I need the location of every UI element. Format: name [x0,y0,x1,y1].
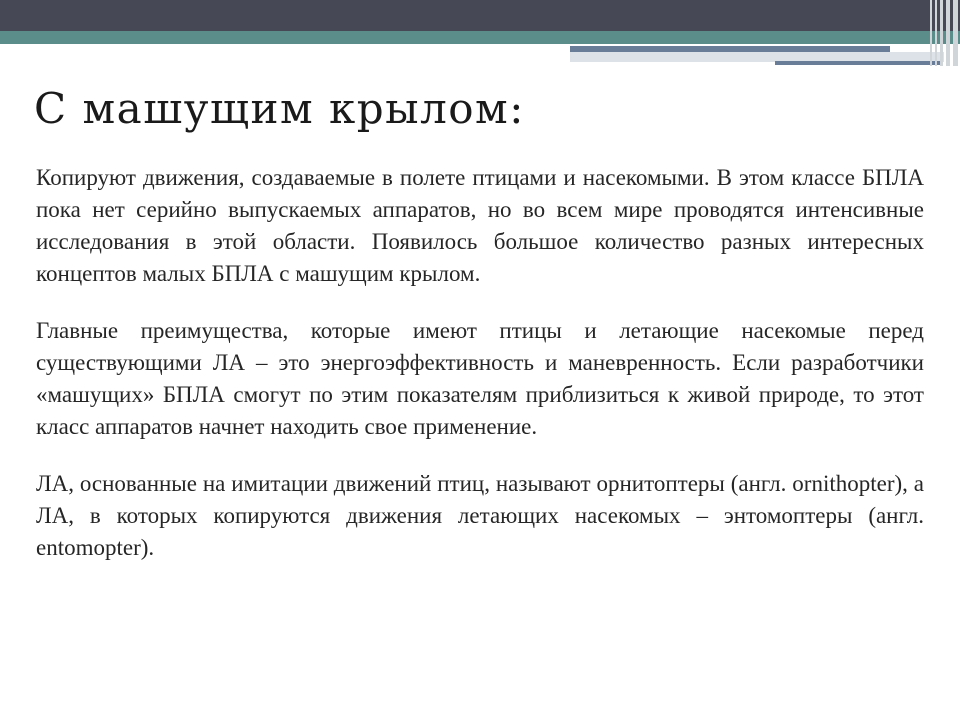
slide-title: С машущим крылом: [34,84,525,133]
body-paragraph-1: Копируют движения, создаваемые в полете птицами и насекомыми. В этом классе БПЛА пока нет серийно выпускаемых аппаратов, но во всем мире проводятся интенсивные исследования в этой области. Появилось большое количество разных интересных концептов малых БПЛА с машущим крылом. [36,165,924,286]
header-dark-bar [0,0,960,31]
body-paragraph-2: Главные преимущества, которые имеют птицы и летающие насекомые перед существующими ЛА – это энергоэффективность и маневренность. Если разработчики «машущих» БПЛА смогут по этим показателям приблизиться к живой природе, то этот класс аппаратов начнет находить свое применение. [36,318,924,439]
header-teal-bar [0,31,960,44]
header-accent-short-bar [775,61,942,65]
header-vertical-stripes [930,0,960,66]
slide-body [36,162,924,589]
body-paragraph-3: ЛА, основанные на имитации движений птиц, называют орнитоптеры (англ. ornithopter), а ЛА, в которых копируются движения летающих насекомых – энтомоптеры (англ. entomopter). [36,471,924,560]
